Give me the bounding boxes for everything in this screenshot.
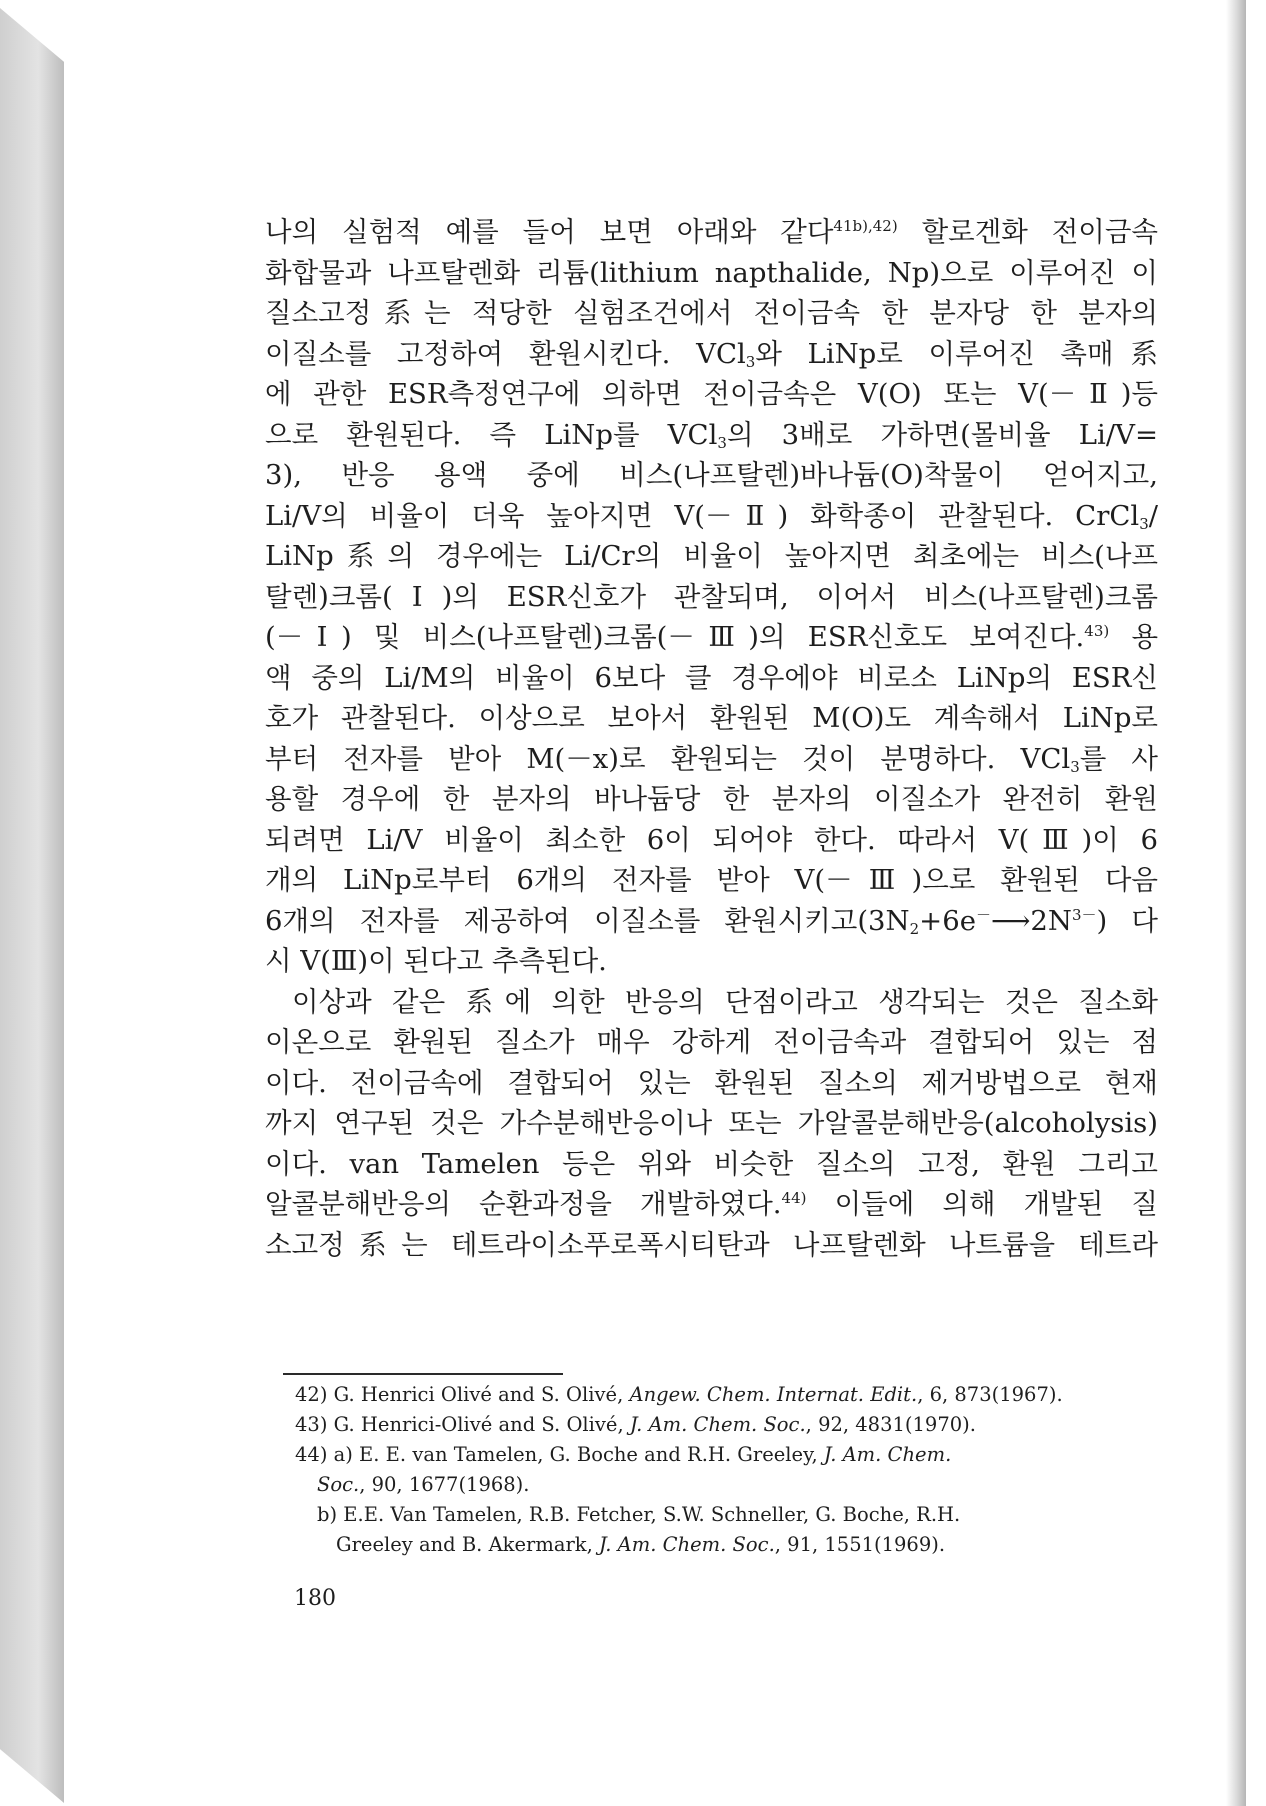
footnote-42: 42) G. Henrici Olivé and S. Olivé, Angew. Chem. Internat. Edit., 6, 873(1967). [295,1383,1063,1406]
text-line: LiNp系의 경우에는 Li/Cr의 비율이 높아지면 최초에는 비스(나프 [265,540,1158,572]
text-line: 이온으로 환원된 질소가 매우 강하게 전이금속과 결합되어 있는 점 [265,1026,1158,1058]
footnote-44b-continued: Greeley and B. Akermark, J. Am. Chem. Soc., 91, 1551(1969). [336,1533,946,1556]
text-line: 이상과 같은 系에 의한 반응의 단점이라고 생각되는 것은 질소화 [292,985,1158,1018]
text-line: 호가 관찰된다. 이상으로 보아서 환원된 M(O)도 계속해서 LiNp로 [265,702,1158,734]
body-text [265,212,1158,1265]
text-line: 이다. van Tamelen 등은 위와 비슷한 질소의 고정, 환원 그리고 [265,1147,1158,1180]
footnotes [295,1380,1160,1560]
text-line: 알콜분해반응의 순환과정을 개발하였다.$^{44)}$ 이들에 의해 개발된 질 [265,1188,1158,1220]
text-line: 6개의 전자를 제공하여 이질소를 환원시키고$(3N_2+6e^-⟶2N^{3-})$ 다 [265,904,1158,938]
text-line: 3), 반응 용액 중에 비스(나프탈렌)바나듐(O)착물이 얻어지고, [265,459,1158,491]
page-edge [1226,0,1246,1806]
text-line: 소고정系는 테트라이소푸로폭시티탄과 나프탈렌화 나트륨을 테트라 [265,1228,1158,1261]
text-line: 화합물과 나프탈렌화 리튬(lithium napthalide, Np)으로 이루어진 이 [265,256,1158,289]
text-line: 되려면 Li/V 비율이 최소한 6이 되어야 한다. 따라서 V(Ⅲ)이 6 [265,823,1158,856]
text-line: Li/V의 비율이 더욱 높아지면 V(－Ⅱ) 화학종이 관찰된다. CrCl$_3$/ [265,499,1158,533]
text-line: 용할 경우에 한 분자의 바나듐당 한 분자의 이질소가 완전히 환원 [265,783,1158,815]
text-line: (－Ⅰ) 및 비스(나프탈렌)크롬(－Ⅲ)의 ESR신호도 보여진다.$^{43)}$ 용 [265,621,1159,653]
footnote-43: 43) G. Henrici-Olivé and S. Olivé, J. Am. Chem. Soc., 92, 4831(1970). [295,1413,976,1436]
text-line: 이질소를 고정하여 환원시킨다. VCl$_3$와 LiNp로 이루어진 촉매系 [265,337,1158,371]
page-number: 180 [294,1586,336,1611]
book-spine [0,8,64,1803]
text-line: 까지 연구된 것은 가수분해반응이나 또는 가알콜분해반응(alcoholysis) [265,1107,1158,1139]
footnote-divider [283,1373,563,1375]
text-line: 이다. 전이금속에 결합되어 있는 환원된 질소의 제거방법으로 현재 [265,1066,1158,1099]
text-line: 부터 전자를 받아 M(－x)로 환원되는 것이 분명하다. VCl$_3$를 사 [265,742,1159,776]
text-line: 으로 환원된다. 즉 LiNp를 VCl$_3$의 3배로 가하면(몰비율 Li/V= [265,418,1158,452]
text-line: 질소고정系는 적당한 실험조건에서 전이금속 한 분자당 한 분자의 [265,297,1158,329]
footnote-44a-continued: Soc., 90, 1677(1968). [317,1473,530,1496]
book-page [64,0,1246,1806]
text-line: 나의 실험적 예를 들어 보면 아래와 같다$^{41b),42)}$ 할로겐화 전이금속 [265,216,1158,248]
text-line: 에 관한 ESR측정연구에 의하면 전이금속은 V(O) 또는 V(－Ⅱ)등 [265,378,1158,410]
text-line: 시 V(Ⅲ)이 된다고 추측된다. [265,945,607,977]
footnote-44b: b) E.E. Van Tamelen, R.B. Fetcher, S.W. Schneller, G. Boche, R.H. [317,1503,961,1526]
text-line: 액 중의 Li/M의 비율이 6보다 클 경우에야 비로소 LiNp의 ESR신 [265,661,1158,694]
text-line: 탈렌)크롬(Ⅰ)의 ESR신호가 관찰되며, 이어서 비스(나프탈렌)크롬 [265,580,1158,613]
footnote-44a: 44) a) E. E. van Tamelen, G. Boche and R.H. Greeley, J. Am. Chem. [295,1443,952,1466]
text-line: 개의 LiNp로부터 6개의 전자를 받아 V(－Ⅲ)으로 환원된 다음 [265,864,1158,896]
